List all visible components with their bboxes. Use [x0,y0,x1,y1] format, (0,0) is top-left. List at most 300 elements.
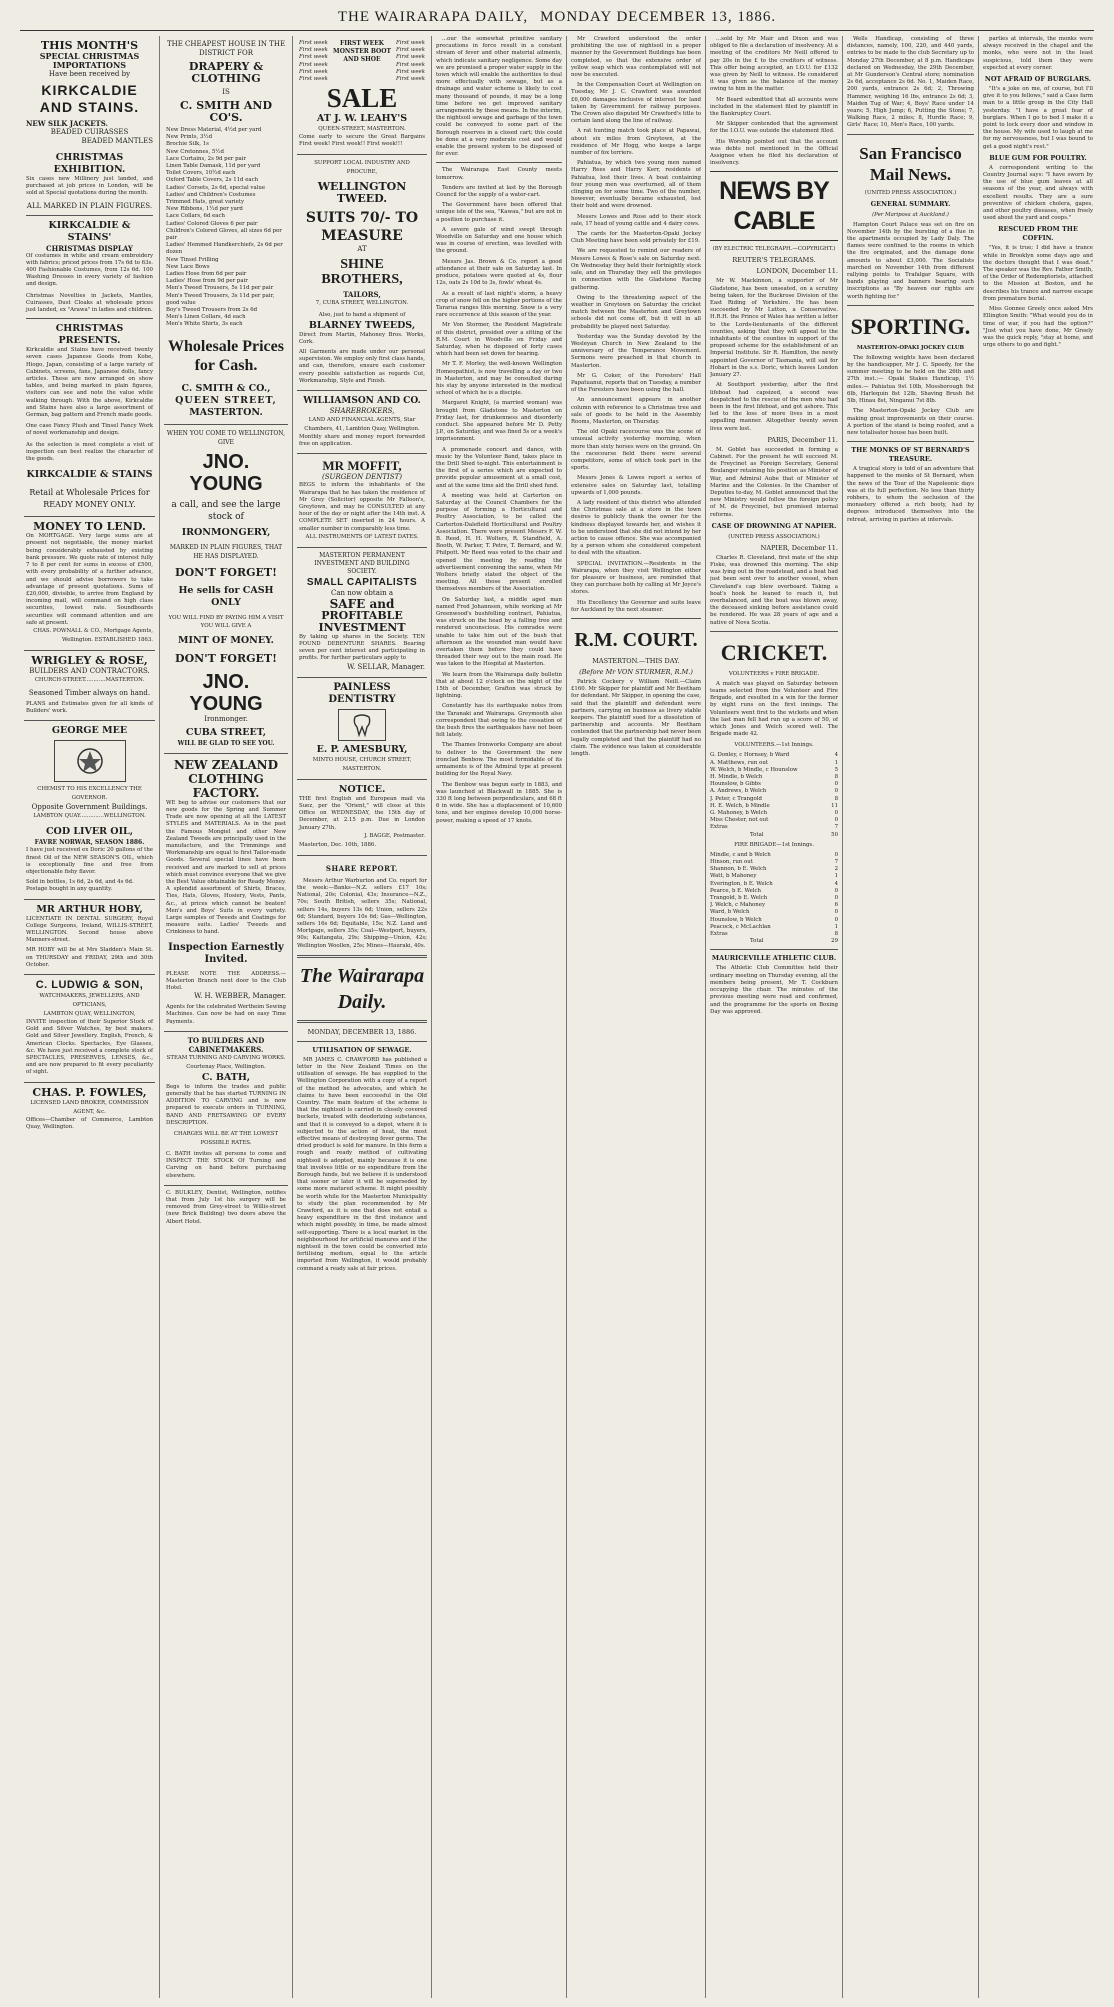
press-assoc: (UNITED PRESS ASSOCIATION.) [728,533,820,540]
sports-text: Wells Handicap, consisting of three distances, namely, 100, 220, and 440 yards, entries to be made to the club Secretary up to Monday 27th December, at 8 p.m. Handicaps declared on Wednesday, the 29th December, at Mr Gunderson's Central store; nomination 2s 6d, acceptance 2s 6d. No. 1, Maiden Race, 200 yards, entrance 2s 6d; 2, Throwing Hammer, weighing 16 lbs, entrance 2s 6d; 3, Maiden Tug of War; 4, Boys' Race under 14 years; 5, High Jump; 6, Putting the Stone; 7, Walking Race, 2 miles; 8, Hurdle Race; 9, Girls' Race; 10, Men's Race, 100 yards. [847,36,974,129]
ludwig-loc: LAMBTON QUAY, WELLINGTON, [43,1010,136,1017]
cash-only: He sells for CASH ONLY [178,584,274,608]
moffit-text: BEGS to inform the inhabitants of the Wairarapa that he has taken the residence of Mr Grey (Solicitor) opposite Mr Falloon's, Greytown, and may be CONSULTED at any hour of the day or night after the 14th inst. A COMPLETE SET inserted in 24 hours. A smaller number in comparably less time. [299,482,425,532]
london-date: LONDON, December 11. [756,267,838,276]
col5-para: The cards for the Masterton-Opaki Jockey Club Meeting have been sold privately for £19. [571,231,701,245]
col6-para: His Worship pointed out that the account was debts not mentioned in the Official Assignee when he filed his declaration of insolvency. [710,138,838,167]
moffit-title: MR MOFFIT, [322,458,402,474]
smith-item: New Ribbons, 1½d per yard [166,206,243,213]
novelties-text: Christmas Novelties in Jackets, Mantles, Cuirasses, Dust Cloaks at wholesale prices just landed, ex "Arawa" in ladies and children. [26,292,153,314]
cricket-sub: VOLUNTEERS v FIRE BRIGADE. [728,670,820,677]
batsman: J. Peter, c Trangold [710,795,762,802]
cricket-text: A match was played on Saturday between teams selected from the Volunteer and Fire Brigade, and resulted in a win for the former by eight runs on the first innings. The Volunteers went first to the wickets and when the last man fell had run up a score of 50, of which Jones and Welch scored well. The Brigade made 42. [710,680,838,738]
first-week-label: First week [299,54,328,61]
wrigley-title: WRIGLEY & ROSE, [31,653,148,667]
runs: 11 [831,802,838,809]
score-row [710,895,838,902]
blue-gum-title: BLUE GUM FOR POULTRY. [989,153,1087,162]
column-rule [431,36,432,1998]
fancy-work-text: One case Fancy Plush and Tinsel Fancy Work of novel workmanship and design. [26,423,153,437]
rm-court-title: R.M. COURT. [574,629,698,652]
royal-arms-icon [54,740,126,782]
score-row [710,931,838,938]
smith-item: Ladies Hose from 6d per pair [166,271,247,278]
wellington-tweed: WELLINGTON TWEED. [317,179,407,205]
nz-clothing-text: WE beg to advise our customers that our new goods for the Spring and Summer Trade are now opening at all the LATEST STYLES and MATERIALS. As in the past the Famous Mongiel and other New Zealand Tweeds are principally used in the manufacture, and the Trimmings and Workmanship are equal to first Tailor-made Goods. Several special lines have been received and are marked to sell at prices which must convince everyone that we give the Best Value obtainable for Ready Money. A splendid assortment of Shirts, Braces, Ties, Hats, Gloves, Hosiery, Vests, Pants, &c., at prices which cannot be beaten! Men's and Boys' Suits in every variety. Large samples of Tweeds and Coatings for measure suits. Ladies' Tweeds and Crinkiness to hand. [166,799,286,936]
volunteers-scores-title: VOLUNTEERS.—1st Innings. [734,742,814,749]
first-week-label: First week [299,61,328,68]
batsman: Peacock, c McLachlan [710,923,771,930]
lambton-quay: LAMBTON QUAY..............WELLINGTON. [33,813,146,820]
bernards-text: A tragical story is told of an adventure that happened to the monks of St Bernard, when the news of the Tour of the Napoleonic days was at its full perfection. No less than thirty robbers, to whom the seclusion of the monastery offered a rich booty, had by degrees introduced themselves into the retreat, arriving in parties at intervals. [847,466,974,523]
divider [297,955,427,958]
leahy-ad [297,36,427,155]
cod-sub: FAVRE NORWAR, SEASON 1886. [34,839,145,847]
beaded-mantles: BEADED MANTLES [81,137,153,145]
col5-para: Pahiatua, by which two young men named Harry Rees and Harry Kerr, residents of Pahiatua, lost their lives. A boat containing four young men was overturned, all of them clinging on for some time. Two of the number, however, eventually became exhausted, lost their hold and were drowned. [571,160,701,210]
shine-address: 7, CUBA STREET, WELLINGTON. [315,299,409,306]
williamson-text: Monthly share and money report forwarded free on application. [299,434,425,448]
col5-para: Owing to the threatening aspect of the weather in Greytown on Saturday the cricket match between the Masterton and Greytown schools did not come off, but it will in all probability be played next Saturday. [571,294,701,330]
leahy-text: Come early to secure the Great Bargains First week! First week!! First week!!! [299,134,425,148]
batsman: Shannon, b E. Welch [710,866,767,873]
runs: 0 [834,887,838,894]
williamson-sub: LAND AND FINANCIAL AGENTS, Star Chambers, 41, Lambton Quay, Wellington. [304,417,420,433]
glad-line: WILL BE GLAD TO SEE YOU. [177,739,275,747]
column-8 [983,36,1093,1996]
score-row [710,788,838,795]
runs: 0 [834,781,838,788]
score-row [710,909,838,916]
col6-para: ...sold by Mr Mair and Dixon and was obliged to file a declaration of insolvency. At a meeting of the creditors Mr Neill offered to pay 20s in the £ to the creditors of witness. This offer being accepted, an I.O.U. for £132 was given by Neill to witness. He considered it was given as the balance of the money owing to him in the matter. [710,36,838,93]
nz-clothing-title: NEW ZEALAND CLOTHING FACTORY. [173,757,279,800]
ironmonger-label: Ironmonger. [204,714,248,723]
plans-text: PLANS and Estimates given for all kinds of Builders' work. [26,700,153,715]
batsman: W. Welch, b Mindle, c Hounslow [710,766,798,773]
first-week-label: First week [299,47,328,54]
col6-para: Mr Beard submitted that all accounts were included in the statement filed by plaintiff in the Bankruptcy Court. [710,96,838,118]
rescued-text: "Yes, it is true; I did have a trance while in Brooklyn some days ago and the doctors thought that I was dead." The speaker was the Rev. Father Smith, of the Order of Redemptorists, attached to the Mission at Boston, and he describes his trance and narrow escape from premature burial. [983,245,1093,302]
runs: 1 [834,873,838,880]
col4-para: The Thames Ironworks Company are about to deliver to the Government the new ironclad Benbow. The most formidable of its armaments is of the Admiral type at present building for the Royal Navy. [436,742,562,778]
ludwig-title: C. LUDWIG & SON, [35,978,144,991]
column-5 [571,36,701,1996]
divider [710,949,838,950]
runs: 8 [834,795,838,802]
first-week-label: First week [299,68,328,75]
exhibition-text: Six cases new Millinery just landed, and purchased at job prices in London, will be sold at Special quotations during the month. [26,176,153,197]
score-row [710,917,838,924]
bernards-title: THE MONKS OF ST BERNARD'S TREASURE. [851,446,970,464]
marked-line: MARKED IN PLAIN FIGURES, THAT HE HAS DISPLAYED. [169,543,283,560]
total-value: 50 [831,831,838,838]
cable-text: Mr W. Mackinnon, a supporter of Mr Gladstone, has been unseated, on a scrutiny being taken, for the Buckrose Division of the East Riding of Yorkshire. He has been succeeded by Mr Lutton, a Conservative. H.R.H. the Prince of Wales has written a letter to the Lords-lieutenants of the different counties, asking that they will appeal to the inhabitants of the counties in support of the proposed scheme for the establishment of an Imperial Institute. Sir R. Hamilton, the newly appointed Governor of Tasmania, will sail for Hobart in the s.s. Doric, which leaves London January 27. [710,278,838,379]
tooth-icon [338,709,386,741]
score-row [710,866,838,873]
column-rule [292,36,293,1998]
col5-para: Mr G. Coker, of the Foresters' Hall Papatuanui, reports that on Tuesday, a number of the Foresters have been using the hall. [571,372,701,394]
batsman: G. Donley, c Hornsey, b Ward [710,752,790,759]
col4-para: A promenade concert and dance, with music by the Volunteer Band, takes place in the Drill Shed to-night. This entertainment is the first of a series which are expected to provide popular amusement at a small cost, and at the same time aid the Drill shed fund. [436,446,562,489]
george-mee-sub: CHEMIST TO HIS EXCELLENCY THE GOVERNOR. [37,786,142,802]
first-week-label: First week [299,76,328,83]
drapery-title: DRAPERY & CLOTHING [188,60,264,85]
paris-date: PARIS, December 11. [767,435,838,444]
news-sub: (BY ELECTRIC TELEGRAPH.—COPYRIGHT.) [712,246,836,253]
score-row [710,852,838,859]
amesbury-title: E. P. AMESBURY, [316,743,408,755]
score-row [710,781,838,788]
runs: 5 [834,766,838,773]
divider [26,215,153,216]
come-to-line: WHEN YOU COME TO WELLINGTON, GIVE [166,429,286,446]
jno-young-title: JNO. YOUNG [189,450,263,495]
gum-text: A correspondent writing to the Country Journal says: "I have sworn by the use of blue gum leaves at all seasons of the year, and always with excellent results. They are a sure preventive of chicken cholera, gapes, and other poultry diseases, when freely used about the yard and coops." [983,164,1093,222]
smith-firm-2: C. SMITH & CO., [181,382,271,394]
volunteers-total [710,832,838,839]
notice-text: THE first English and European mail via Suez, per the "Orient," will close at this Office on WEDNESDAY, the 15th day of December, at 2.15 p.m. Due in London January 27th. [299,795,425,831]
score-row [710,767,838,774]
column-rule [842,36,843,1998]
runs: 2 [834,866,838,873]
notice-title: NOTICE. [338,783,386,795]
new-silk: NEW SILK JACKETS. [26,119,108,128]
column-6 [710,36,838,1996]
col5-para: We are requested to remind our readers of Messrs Lowes & Rose's sale on Saturday next. On Wednesday they held their fortnightly stock sale, and on Thursday they sell the privileges in connection with the Gladstone Racing gathering. [571,248,701,291]
support-line: SUPPORT LOCAL INDUSTRY AND PROCURE, [314,159,410,175]
christmas-exhibition: CHRISTMAS EXHIBITION. [53,152,126,175]
seasoned-timber: Seasoned Timber always on hand. [28,688,151,697]
col5-para: A lady resident of this district who attended the Christmas sale at a store in the town desires to publicly thank the owner for the kindness displayed towards her, and wishes it to be understood that she did not intend by her action to cause offence. She was accompanied by a person whom she considered competent to deal with the situation. [571,499,701,557]
smith-item: Lace Curtains, 2s 9d per pair [166,155,247,162]
smith-item: Men's Tweed Trousers, 3s 11d per pair, good value [166,292,275,306]
money-title: MONEY TO LEND. [33,520,146,534]
first-week-label: First week [396,40,425,46]
column-2 [164,36,288,1996]
smith-item: Lace Collars, 6d each [166,213,226,220]
runs: 8 [834,931,838,938]
display-text: Of costumes in white and cream embroidery with fabrics; priced prices from 17s 6d to 63s. 400 Fashionable Costumes, from 12s 6d. 100 Washing Dresses in every variety of fashion and design. [26,252,153,288]
smith-item: Men's Tweed Trousers, 5s 11d per pair [166,285,274,292]
fowles-title: CHAS. P. FOWLES, [32,1085,147,1099]
batsman: G. Mahoney, b Welch [710,810,768,817]
smith-item: Oxford Table Covers, 2s 11d each [166,177,259,184]
small-capitalists: SMALL CAPITALISTS [306,576,418,588]
bath-invites: C. BATH invites all persons to come and INSPECT THE STOCK Of Turning and Carving on hand before purchasing elsewhere. [166,1150,286,1179]
total-value: 29 [831,938,838,945]
col4-para: We learn from the Wairarapa daily bulletin that at about 12 o'clock on the night of the 15th of December, Grafton was struck by lightning. [436,671,562,700]
athletic-text: The Athletic Club Committee held their ordinary meeting on Thursday evening, all the members being present, Mr T. Cockburn occupying the chair. The minutes of the previous meeting were read and confirmed, and the programme for the sports on Boxing Day was approved. [710,965,838,1015]
garments-text: All Garments are made under our personal supervision. We employ only first class hands, and can, therefore, ensure each customer every possible satisfaction as regards Cut, Workmanship, Style and Finish. [299,349,425,384]
notice-date: Masterton, Dec. 10th, 1886. [299,841,377,848]
profitable-title: PROFITABLE INVESTMENT [318,608,406,634]
cod-liver-title: COD LIVER OIL, [45,826,134,838]
firm-bottom: KIRKCALDIE & STAINS [26,469,153,481]
divider [847,441,974,442]
column-7 [847,36,974,1996]
ludwig-text: INVITE inspection of their Superior Stock of Gold and Silver Watches, by best makers. Gold and Silver Jewellery. English, French, & American Clocks. Spectacles, Eye Glasses, &c. We have just received a complete stock of SPECTACLES, PRESERVES, LENSES, &c., and are now prepared to fit every peculiarity of sight. [26,1018,153,1076]
tailors-line: TAILORS, [343,289,381,299]
batsman: Miss Chester, not out [710,817,769,824]
utilisation-title: UTILISATION OF SEWAGE. [312,1045,412,1054]
col5-para: In the Compensation Court at Wellington on Tuesday, Mr J. C. Crawford was awarded £6,000 damages inclusive of interest for land taken by Government for railway purposes. The Crown also disputed Mr Crawford's title to certain land along the line of railway. [571,82,701,125]
safe-line: SAFE and [329,596,395,611]
column-3 [297,36,427,1996]
col5-para: The old Opaki racecourse was the scene of unusual activity yesterday morning, when more than sixty horses were on the ground. On the racecourse field there were several competitors, some of which took part in the sports. [571,429,701,472]
smith-item: Trimmed Hats, great variety [166,199,245,206]
fowles-ad [24,1083,155,1136]
fowles-text: Offices—Chamber of Commerce, Lambton Quay, Wellington. [26,1116,153,1130]
ludwig-ad [24,975,155,1083]
divider [297,1041,427,1042]
batsman: Mindle, c and b Welch [710,851,771,858]
col4-para: Margaret Knight, (a married woman) was brought from Gladstone to Masterton on Friday last, for drunkenness and disorderly conduct. She appeared before Mr D. Petty J.P., on Saturday, and was fined 5s or a week's imprisonment. [436,400,562,443]
george-mee-ad [24,721,155,899]
building-society-ad [297,548,427,678]
col4-para: ...our the somewhat primitive sanitary precautions in force result in a constant stream of fever and other material ailments, which indicate sanitary negligence. Some day we are promised a proper water supply in the town which will enable the authorities to deal more effectually with sewage, but as a drainage and water scheme is likely to cost many thousand of pounds, it may be a long time before we get improved sanitary arrangements by these means. In the interim, the nightsoil sewage and garbage of the town could be conveyed to some part of the Borough reserves in a closed cart; this could be done at a very moderate cost and would enable the present system to be disposed of for ever. [436,36,562,158]
share-report-title: SHARE REPORT. [325,863,399,873]
wrigley-ad [24,651,155,721]
opposite-govt: Opposite Government Buildings. [31,803,148,812]
beaded-cuirasses: BEADED CUIRASSES [50,128,129,136]
col4-para: Messrs Jas. Brown & Co. report a good attendance at their sale on Saturday last. In produce, potatoes were quoted at 4s, flour 12s, oats 2s 10d to 3s, fowls' wheat 4s. [436,258,562,287]
instruments-line: ALL INSTRUMENTS OF LATEST DATES. [305,533,419,540]
all-marked: ALL MARKED IN PLAIN FIGURES. [26,201,153,210]
smith-firm: C. SMITH AND CO'S. [179,99,273,124]
batsman: Extras [710,931,728,938]
runs: 4 [834,752,838,759]
first-week-label: First week [396,47,425,54]
moffit-ad [297,454,427,547]
charges-line: CHARGES WILL BE AT THE LOWEST POSSIBLE RATES. [173,1130,279,1146]
postage-line: Postage bought in any quantity. [26,886,113,893]
steam-line: STEAM TURNING AND CARVING WORKS. [166,1054,286,1061]
divider [847,134,974,135]
batsman: J. Welch, c Mahoney [710,902,765,909]
first-week-label: First week [396,68,425,75]
presents-title: CHRISTMAS PRESENTS. [55,323,124,347]
col4-para: Constantly has its earthquake notes from the Taranaki and Wairarapa. Greymouth also correspondent that owing to the cessation of the bush fires the earthquakes have not been felt lately. [436,703,562,739]
smith-item: Boy's Tweed Trousers from 2s 6d [166,307,258,314]
sporting-text: The following weights have been declared by the handicapper, Mr J. C. Speedy, for the summer meeting to be held on the 26th and 27th inst.:— Opaki Stakes Handicap, 1½ miles.— Pahiatua 9st 10lb, Mossborough 9st 6lb, Harlequin 8st 12lb, Shaving Brush 8st 5lb, Hinau 8st, Ninganui 7st 8lb. [847,354,974,405]
call-text: a call, and see the large stock of [171,499,281,522]
divider [297,1020,427,1023]
southport-text: At Southport yesterday, after the first lifeboat had capsized, a second was despatched to the rescue of the men who had been in the first lifeboat, and got ashore. This led to the loss of more lives in a most appalling manner. Altogether twenty seven lives were lost. [710,382,838,432]
score-row [710,810,838,817]
leahy-loc: QUEEN-STREET, MASTERTON. [318,126,406,133]
runs: 0 [834,788,838,795]
divider [436,162,562,163]
col6-para: Mr Skipper contended that the agreement for the I.O.U. was outside the statement filed. [710,121,838,135]
young-ad [164,425,288,754]
runs: 0 [834,895,838,902]
smith-item: New Cretonnes, 5½d [166,148,224,155]
kirkcaldie-importations-ad [24,36,155,517]
smith-item: Toilet Covers, 10½d each [166,170,236,177]
runs: 4 [834,880,838,887]
inspection-line: Inspection Earnestly Invited. [168,941,284,965]
cricket-title: CRICKET. [720,639,828,665]
rm-court-sub: MASTERTON.—THIS DAY. [592,657,680,666]
importations-sub: SPECIAL CHRISTMAS IMPORTATIONS [39,51,140,70]
masthead-rule [20,30,1094,31]
divider [571,618,701,619]
score-row [710,924,838,931]
batsman: Ward, b Welch [710,909,750,916]
williamson-title: WILLIAMSON AND CO. [303,396,421,407]
fire-brigade-scorecard [710,852,838,938]
col4-para: Mr Von Stormer, the Resident Magistrate of this district, presided over a sitting of the R.M. Court in Woodville on Friday and Saturday, when he disposed of forty cases which had been set down for hearing. [436,322,562,358]
batsman: A. Matthews, run out [710,759,768,766]
cheapest-line: THE CHEAPEST HOUSE IN THE DISTRICT FOR [166,40,286,57]
bulkley-text: C. BULKLEY, Dentist, Wellington, notifies that from July 1st his surgery will be removed from Grey-street to Willis-street (new Brick Building) two doors above the Albert Hotel. [166,1189,286,1225]
smith-item: New Tinsel Frilling [166,256,219,263]
runs: 0 [834,817,838,824]
smith-item: New Lace Bows [166,263,210,270]
first-week-left [299,40,328,83]
suits-price: SUITS 70/- TO MEASURE [305,209,419,244]
first-week-right [396,40,425,83]
bulkley-ad [164,1186,288,1231]
importations-firm: KIRKCALDIE AND STAINS. [39,82,140,115]
col5-para: A rat hunting match took place at Papawai, about six miles from Greytown, at the residence of Mr Hogg, who keeps a large number of fox terriers. [571,128,701,157]
smith-item: Men's Linen Collars, 4d each [166,314,246,321]
col4-para: Tenders are invited at last by the Borough Council for the supply of a water-cart. [436,184,562,199]
smith-item: Children's Colored Gloves, all sizes 6d per pair [166,227,282,242]
smith-item: Brochie Silk, 1s [166,141,209,148]
jno-young-title-2: JNO. YOUNG [189,670,263,715]
can-now: Can now obtain a [330,588,394,597]
col4-para: On Saturday last, a middle aged man named Fred Johannsen, while working at Mr Greenwood's bushfelling contract, Pahiatua, was struck on the head by a falling tree and rendered unconscious. His comrades were unable to take him out of the bush that afternoon as the wounded man would have overtaken them before they could have threaded their way out to the main road. He was taken to the Hospital at Masterton. [436,596,562,668]
daily-date: MONDAY, DECEMBER 13, 1886. [307,1027,417,1036]
cod-text: I have just received ex Doric 20 gallons of the finest Oil of the NEW SEASON'S OIL, which is exceptionally fine and free from objectionable fishy flavor. [26,847,153,875]
courtenay-line: Courtenay Place, Wellington. [186,1063,266,1070]
col5-para: Mr Crawford understood the order prohibiting the use of nightsoil in a proper manner by the Government Buildings has been completed, so that the extensive order of yellow soap which was contemplated will not now be executed. [571,36,701,79]
napier-date: NAPIER, December 11. [760,543,838,552]
runs: 1 [834,923,838,930]
batsman: A. Andrews, b Welch [710,788,767,795]
importations-line: Have been received by [48,70,131,78]
is-line: IS [222,88,230,96]
napier-title: CASE OF DROWNING AT NAPIER. [711,521,837,530]
score-row [710,817,838,824]
display-sub: CHRISTMAS DISPLAY [46,243,133,253]
score-row [710,774,838,781]
smith-items-list [166,127,286,329]
fowles-sub: LICENSED LAND BROKER, COMMISSION AGENT, &c. [30,1099,149,1115]
general-summary: GENERAL SUMMARY. [870,199,951,208]
runs: 1 [834,759,838,766]
col4-para: The Government have been offered that unique isle of the sea, "Kawau," but are not in a position to purchase it. [436,202,562,223]
masterton-perm: MASTERTON PERMANENT INVESTMENT AND BUILDING SOCIETY. [314,551,410,575]
masthead-paper: THE WAIRARAPA DAILY, [337,8,529,25]
col4-para: As a result of last night's storm, a heavy crop of snow fell on the higher portions of the Tararua ranges this morning. Snow is a very rare occurrence at this season of the year. [436,290,562,319]
sewage-text: MR JAMES C. CRAWFORD has published a letter in the New Zealand Times on the utilisation of sewage. He has supplied to the Wellington Corporation with a copy of a report of the method he advocates, and which he claims to have been successful in the Old Country. The main feature of the scheme is that the nightsoil is carried in closely covered buckets, treated with deodorizing substances, and that it is conveyed to a depot, where it is subjected to the action of heat, the most effective means of destroying fever germs. The dried product is sold for manure. In this form a rough and ready method of cultivating nightsoil is adopted, mainly because it is one that involves little or no expenditure from the Borough funds, but we believe it is understood that sooner or later it will be superseded by some more matured scheme. It might possibly be worth while for the Masterton Municipality to study the plan recommended by Mr Crawford, as it is one that does not entail a heavy expenditure in the first instance and which might possibly, in time, be made almost self-supporting. There is a local market in the neighbourhood for artificial manures and if the nightsoil in the town could be converted into fertilising medium, equal to the article imported from Wellington, it would probably command a ready sale at fair prices. [297,1056,427,1272]
smith-item: New Prints, 3½d [166,134,213,141]
queen-street: QUEEN STREET, [175,394,277,406]
presents-text: Kirkcaldie and Stains have received twenty seven cases Japanese Goods from Kobe, Hiogo, Japan, consisting of a large variety of Cabinets, screens, fans, Japanese dolls, fancy articles. These are now arranged on show tables, and being marked in plain figures, visitors can see and note the value while walking through. With the above, Kirkcaldie and Stains have also a large assortment of German, bag pattern and French made goods. [26,347,153,419]
col5-para: An announcement appears in another column with reference to a Christmas tree and sale of goods to be held in the Assembly Rooms, Masterton, on Thursday. [571,397,701,425]
amesbury-ad [297,678,427,780]
first-week-label: First week [396,61,425,68]
sporting-title: SPORTING. [850,313,971,339]
wairarapa-daily-title: The Wairarapa Daily. [299,964,425,1013]
bath-title: C. BATH, [201,1071,251,1083]
total-label: Total [750,831,764,838]
shine-title: SHINE BROTHERS, [321,256,403,287]
score-row [710,902,838,909]
divider [710,631,838,632]
also-line: Also, just to hand a shipment of [318,311,406,318]
bagge-sign: J. BAGGE, Postmaster. [364,832,425,839]
score-row [710,859,838,866]
mint-money: MINT OF MONEY. [178,634,274,646]
col5-para: His Excellency the Governor and suite leave for Auckland by the next steamer. [571,599,701,613]
col4-para: A meeting was held at Carterton on Saturday at the Council Chambers for the purpose of forming a Horticultural and Poultry Association, to be called the Carterton-Dalefield Horticultural and Poultry Association. There were present Messrs F. W. B. Reed, H. H. Wolters, R. Standfield, A. Booth, W. Parker, T. Petre, T. Bernard, and W. Philpott. Mr Reed was voted to the chair and opened the meeting by reading the advertisement convening the same, when Mr Wolters briefly stated the object of the meeting. All those present enrolled themselves members of the Association. [436,492,562,593]
col5-para: Messrs Lowes and Rose add to their stock sale, 17 head of young cattle and 4 dairy cows. [571,213,701,227]
col4-para: The Benbow was begun early in 1883, and was launched at Blackwall in 1885. She is 330 ft long between perpendiculars, and 68 ft 6 in wide. She has a displacement of 10,600 tons, and her engines develop 10,000 horse-power, making a speed of 17 knots. [436,781,562,824]
hoby-visits: MR HOBY will be at Mrs Sladden's Main St. on THURSDAY and FRIDAY, 29th and 30th October. [26,947,153,968]
leahy-title: AT J. W. LEAHY'S [316,113,408,125]
runs: 0 [834,909,838,916]
notice-ad [297,780,427,856]
opaki-text: The Masterton-Opaki Jockey Club are making great improvements on their course. A portion of the stand is being roofed, and a new totalisator house has been built. [847,408,974,436]
importations-title: THIS MONTH'S [40,39,139,52]
find-line: YOU WILL FIND BY PAYING HIM A VISIT YOU WILL GIVE A [168,614,284,629]
column-rule [705,36,706,1998]
masterton-town: MASTERTON. [189,406,263,418]
blarney-text: Direct from Martin, Mahoney Bros. Works, Cork. [299,331,425,345]
divider [26,318,153,319]
dont-forget-2: DON'T FORGET! [175,651,277,665]
moffit-sub: (SURGEON DENTIST) [322,473,402,482]
runs: 7 [834,824,838,831]
column-1 [24,36,155,1996]
george-mee-title: GEORGE MEE [51,725,128,737]
athletic-title: MAURICEVILLE ATHLETIC CLUB. [711,954,837,963]
not-afraid-title: NOT AFRAID OF BURGLARS. [984,75,1092,84]
column-rule [159,36,160,1998]
column-rule [566,36,567,1998]
column-rule [978,36,979,1998]
sf-text: Hampton Court Palace was set on fire on November 14th by the bursting of a flue in the apartments occupied by Lady Daly. The flames were confined to the rooms in which the fire originated, and the damage done amounts to about £3,000. The Socialists marched on November 14th from different rallying points to Trafalgar Square, with bands playing and banners bearing such inscriptions as "By heaven our rights are worth fighting for." [847,221,974,300]
retail-line: Retail at Wholesale Prices for READY MONEY ONLY. [29,488,150,510]
score-row [710,888,838,895]
williamson-ad [297,391,427,454]
smith-item: Men's White Shirts, 3s each [166,321,243,328]
score-row [710,752,838,759]
runs: 6 [834,902,838,909]
first-week-label: First week [396,54,425,61]
hoby-title: MR ARTHUR HOBY, [36,903,143,915]
score-row [710,803,838,810]
batsman: Trangold, b E. Welch [710,895,768,902]
reuters-line: REUTER'S TELEGRAMS. [732,256,816,265]
dont-forget-1: DON'T FORGET! [175,565,277,579]
webber-text: Agents for the celebrated Wertheim Sewing Machines. Can now be had on easy Time Payments. [166,1004,286,1025]
batsman: Hinson, run out [710,859,753,866]
score-row [710,796,838,803]
selection-text: As the selection is most complete a visit of inspection can best realize the character of the goods. [26,441,153,463]
wholesale-title: Wholesale Prices for Cash. [168,337,284,374]
first-shoe: FIRST WEEK MONSTER BOOT AND SHOE [333,40,391,63]
wrigley-loc: CHURCH-STREET............MASTERTON. [34,676,145,683]
cod-bottles: Sold in bottles, 1s 6d, 2s 6d, and 4s 6d. [26,879,134,886]
painless-title: PAINLESS DENTISTRY [328,681,396,705]
divider [847,305,974,306]
blarney-title: BLARNEY TWEEDS, [308,319,416,331]
hoby-text: LICENTIATE IN DENTAL SURGERY, Royal College Surgeons, Ireland, WILLIS-STREET, WELLINGTON. Second house above Manners-street. [26,915,153,944]
